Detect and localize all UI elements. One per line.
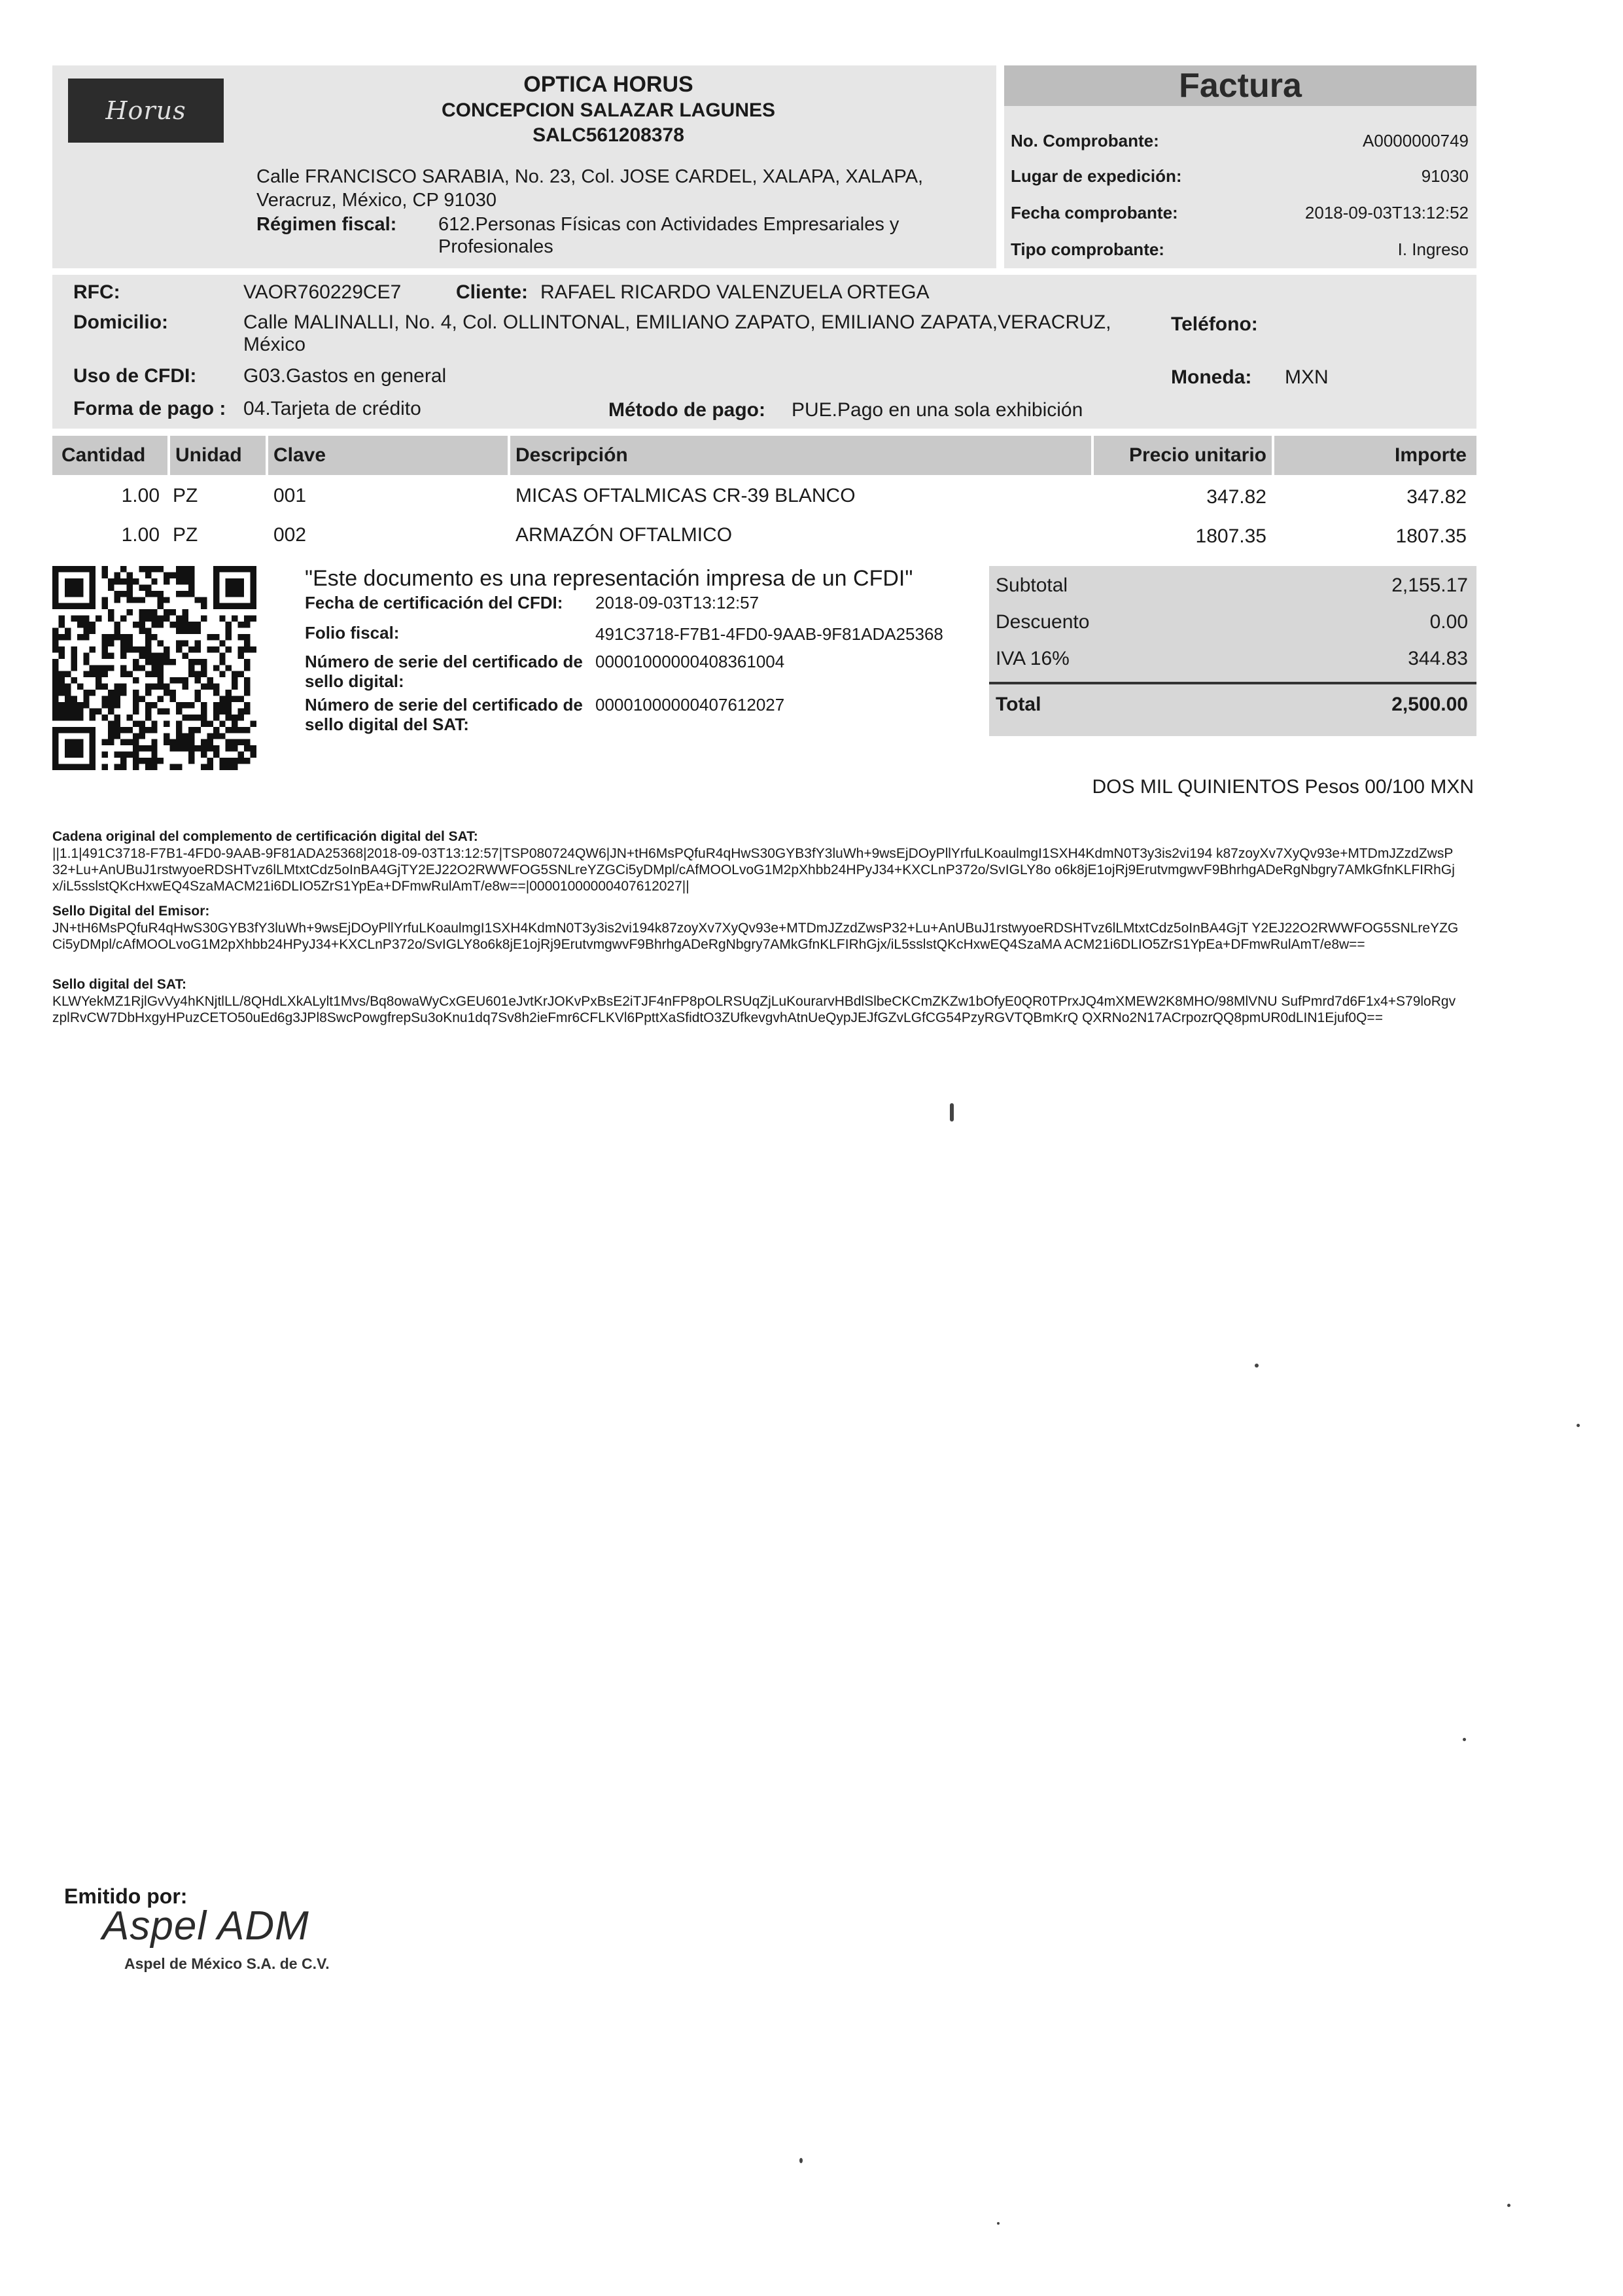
company-name: OPTICA HORUS bbox=[523, 72, 693, 97]
serie-emisor-value: 00001000000408361004 bbox=[595, 652, 785, 671]
column-divider bbox=[1272, 436, 1274, 475]
col-header-importe: Importe bbox=[1394, 444, 1467, 466]
rfc-label: RFC: bbox=[73, 281, 120, 303]
row-1-unidad: PZ bbox=[173, 485, 198, 506]
moneda-label: Moneda: bbox=[1171, 366, 1252, 388]
company-logo bbox=[68, 79, 224, 143]
company-address: Calle FRANCISCO SARABIA, No. 23, Col. JOSE CARDEL, XALAPA, XALAPA, Veracruz, México, CP 91030 bbox=[256, 166, 924, 211]
row-2-descripcion: ARMAZÓN OFTALMICO bbox=[515, 524, 733, 546]
company-info bbox=[366, 71, 850, 148]
fecha-value: 2018-09-03T13:12:52 bbox=[1304, 203, 1469, 222]
col-header-precio: Precio unitario bbox=[1128, 444, 1266, 466]
company-rfc: SALC561208378 bbox=[532, 124, 684, 146]
folio-fiscal-label: Folio fiscal: bbox=[305, 623, 400, 643]
cadena-original-text: ||1.1|491C3718-F7B1-4FD0-9AAB-9F81ADA25368|2018-09-03T13:12:57|TSP080724QW6|JN+tH6MsPQfuR4qHwS30GYB3fY3luWh+9wsEjDOyPllYrfuLKoaulmgI1SXH4KdmN0T3y3is2vi194 k87zoyXv7XyQv93e+MTDmJZzdZwsP32+Lu+AnUBuJ1rstwyoeRDSHTvz6lLMtxtCdz5oInBA4GjTY2EJ22O2RWWFOG5SNLreYZGCi5yDMpl/cAfMOOLvoG1M2pXhbb24HPyJ34+KXCLnP372o/SvIGLY8o o6k8jE1ojRj9ErutvmgwvF9BhrhgADeRgNbgry7AMkGfnKLFIRhGjx/iL5sslstQKcHxwEQ4SzaMACM21i6DLIO5ZrS1YpEa+DFmwRulAmT/e8w==|00001000000407612027|| bbox=[52, 846, 1455, 894]
total-row bbox=[996, 694, 1468, 716]
cadena-original-label: Cadena original del complemento de certificación digital del SAT: bbox=[52, 829, 478, 844]
subtotal-row bbox=[996, 574, 1468, 597]
forma-pago-value: 04.Tarjeta de crédito bbox=[243, 398, 421, 419]
iva-row bbox=[996, 648, 1468, 670]
tipo-row bbox=[1011, 239, 1469, 260]
subtotal-value: 2,155.17 bbox=[1391, 574, 1468, 596]
uso-cfdi-label: Uso de CFDI: bbox=[73, 365, 197, 387]
metodo-pago-value: PUE.Pago en una sola exhibición bbox=[792, 399, 1083, 421]
descuento-value: 0.00 bbox=[1429, 611, 1468, 633]
scan-speck bbox=[997, 2222, 1000, 2225]
serie-sat-label: Número de serie del certificado de sello digital del SAT: bbox=[305, 695, 583, 734]
domicilio-label: Domicilio: bbox=[73, 311, 169, 333]
uso-cfdi-value: G03.Gastos en general bbox=[243, 365, 447, 387]
row-1-precio: 347.82 bbox=[1206, 486, 1266, 508]
column-divider bbox=[167, 436, 170, 475]
row-1-descripcion: MICAS OFTALMICAS CR-39 BLANCO bbox=[515, 485, 856, 506]
cert-fecha-value: 2018-09-03T13:12:57 bbox=[595, 593, 759, 612]
forma-pago-label: Forma de pago : bbox=[73, 398, 226, 419]
client-address: Calle MALINALLI, No. 4, Col. OLLINTONAL, EMILIANO ZAPATO, EMILIANO ZAPATA,VERACRUZ, México bbox=[243, 311, 1111, 355]
subtotal-label: Subtotal bbox=[996, 574, 1068, 596]
logo-text: Horus bbox=[105, 96, 186, 125]
column-divider bbox=[266, 436, 268, 475]
row-2-importe: 1807.35 bbox=[1395, 525, 1467, 547]
scan-speck bbox=[1507, 2204, 1510, 2207]
descuento-label: Descuento bbox=[996, 611, 1090, 633]
row-2-precio: 1807.35 bbox=[1195, 525, 1266, 547]
serie-sat-value: 00001000000407612027 bbox=[595, 695, 785, 715]
iva-value: 344.83 bbox=[1408, 648, 1468, 669]
tipo-label: Tipo comprobante: bbox=[1011, 239, 1164, 259]
row-2-cantidad: 1.00 bbox=[121, 524, 160, 546]
client-rfc: VAOR760229CE7 bbox=[243, 281, 402, 303]
sello-sat-text: KLWYekMZ1RjlGvVy4hKNjtlLL/8QHdLXkALylt1Mvs/Bq8owaWyCxGEU601eJvtKrJOKvPxBsE2iTJF4nFP8pOLRSUqZjLuKourarvHBdlSlbeCKCmZKZw1bOfyE0QR0TPrxJQ4mXMEW2K8MHO/98MlVNU SufPmrd7d6F1x4+S79loRgvzplRvCW7DbHxgyHPuzCETO50uEd6g3JPl8SwcPowgfrepSu3oKnu1dq7Sv8h2ieFmr6CFLKVl6PpttXaSfidtO3ZUfkevgvhAtnUeQypJEJfGZvLGfCG54PzyRGVTQBmKrQ QXRNo2N17ACrpozrQQ8pmUR0dLIN1Ejuf0Q== bbox=[52, 994, 1456, 1025]
row-2-unidad: PZ bbox=[173, 524, 198, 546]
total-label: Total bbox=[996, 694, 1041, 715]
col-header-descripcion: Descripción bbox=[515, 444, 628, 466]
lugar-row bbox=[1011, 166, 1469, 186]
regimen-value: 612.Personas Físicas con Actividades Empresariales y Profesionales bbox=[438, 214, 899, 257]
fecha-label: Fecha comprobante: bbox=[1011, 203, 1178, 222]
moneda-value: MXN bbox=[1285, 366, 1329, 388]
column-divider bbox=[508, 436, 510, 475]
aspel-logo: Aspel ADM bbox=[102, 1903, 309, 1949]
amount-in-words: DOS MIL QUINIENTOS Pesos 00/100 MXN bbox=[1092, 776, 1474, 798]
metodo-pago-label: Método de pago: bbox=[608, 399, 765, 421]
regimen-label: Régimen fiscal: bbox=[256, 214, 397, 235]
totals-divider bbox=[989, 682, 1476, 684]
col-header-cantidad: Cantidad bbox=[61, 444, 146, 466]
descuento-row bbox=[996, 611, 1468, 633]
col-header-clave: Clave bbox=[273, 444, 326, 466]
iva-label: IVA 16% bbox=[996, 648, 1070, 669]
row-2-clave: 002 bbox=[273, 524, 307, 546]
total-value: 2,500.00 bbox=[1391, 694, 1468, 715]
no-comprobante-row bbox=[1011, 131, 1469, 151]
cliente-label: Cliente: bbox=[456, 281, 529, 303]
client-name: RAFAEL RICARDO VALENZUELA ORTEGA bbox=[540, 281, 930, 303]
serie-emisor-label: Número de serie del certificado de sello digital: bbox=[305, 652, 583, 691]
sello-sat-label: Sello digital del SAT: bbox=[52, 977, 186, 992]
sello-emisor-label: Sello Digital del Emisor: bbox=[52, 904, 210, 919]
scan-speck bbox=[799, 2158, 803, 2163]
scan-speck bbox=[1463, 1738, 1466, 1741]
tipo-value: I. Ingreso bbox=[1397, 239, 1469, 259]
folio-fiscal-value: 491C3718-F7B1-4FD0-9AAB-9F81ADA25368 bbox=[595, 624, 943, 644]
no-comprobante-value: A0000000749 bbox=[1363, 131, 1469, 150]
scan-speck bbox=[1255, 1364, 1259, 1368]
company-owner: CONCEPCION SALAZAR LAGUNES bbox=[441, 99, 775, 121]
invoice-title: Factura bbox=[1004, 65, 1476, 106]
telefono-label: Teléfono: bbox=[1171, 313, 1258, 335]
fecha-row bbox=[1011, 203, 1469, 223]
aspel-company: Aspel de México S.A. de C.V. bbox=[124, 1955, 330, 1972]
col-header-unidad: Unidad bbox=[175, 444, 242, 466]
regimen-fiscal bbox=[256, 213, 989, 258]
row-1-importe: 347.82 bbox=[1406, 486, 1467, 508]
scan-speck bbox=[1577, 1424, 1580, 1427]
lugar-value: 91030 bbox=[1421, 166, 1469, 186]
scan-speck bbox=[950, 1103, 954, 1122]
lugar-label: Lugar de expedición: bbox=[1011, 166, 1182, 186]
row-1-clave: 001 bbox=[273, 485, 307, 506]
no-comprobante-label: No. Comprobante: bbox=[1011, 131, 1159, 150]
emitido-por-label: Emitido por: bbox=[64, 1884, 188, 1908]
cert-fecha-label: Fecha de certificación del CFDI: bbox=[305, 593, 563, 612]
row-1-cantidad: 1.00 bbox=[121, 485, 160, 506]
sello-emisor-text: JN+tH6MsPQfuR4qHwS30GYB3fY3luWh+9wsEjDOyPllYrfuLKoaulmgI1SXH4KdmN0T3y3is2vi194k87zoyXv7XyQv93e+MTDmJZzdZwsP32+Lu+AnUBuJ1rstwyoeRDSHTvz6lLMtxtCdz5oInBA4GjT Y2EJ22O2RWWFOG5SNLreYZGCi5yDMpl/cAfMOOLvoG1M2pXhbb24HPyJ34+KXCLnP372o/SvIGLY8o6k8jE1ojRj9ErutvmgwvF9BhrhgADeRgNbgry7AMkGfnKLFIRhGjx/iL5sslstQKcHxwEQ4SzaMA ACM21i6DLIO5ZrS1YpEa+DFmwRulAmT/e8w== bbox=[52, 921, 1459, 952]
cfdi-representation-note: "Este documento es una representación impresa de un CFDI" bbox=[305, 566, 913, 591]
qr-code-icon bbox=[52, 566, 256, 770]
